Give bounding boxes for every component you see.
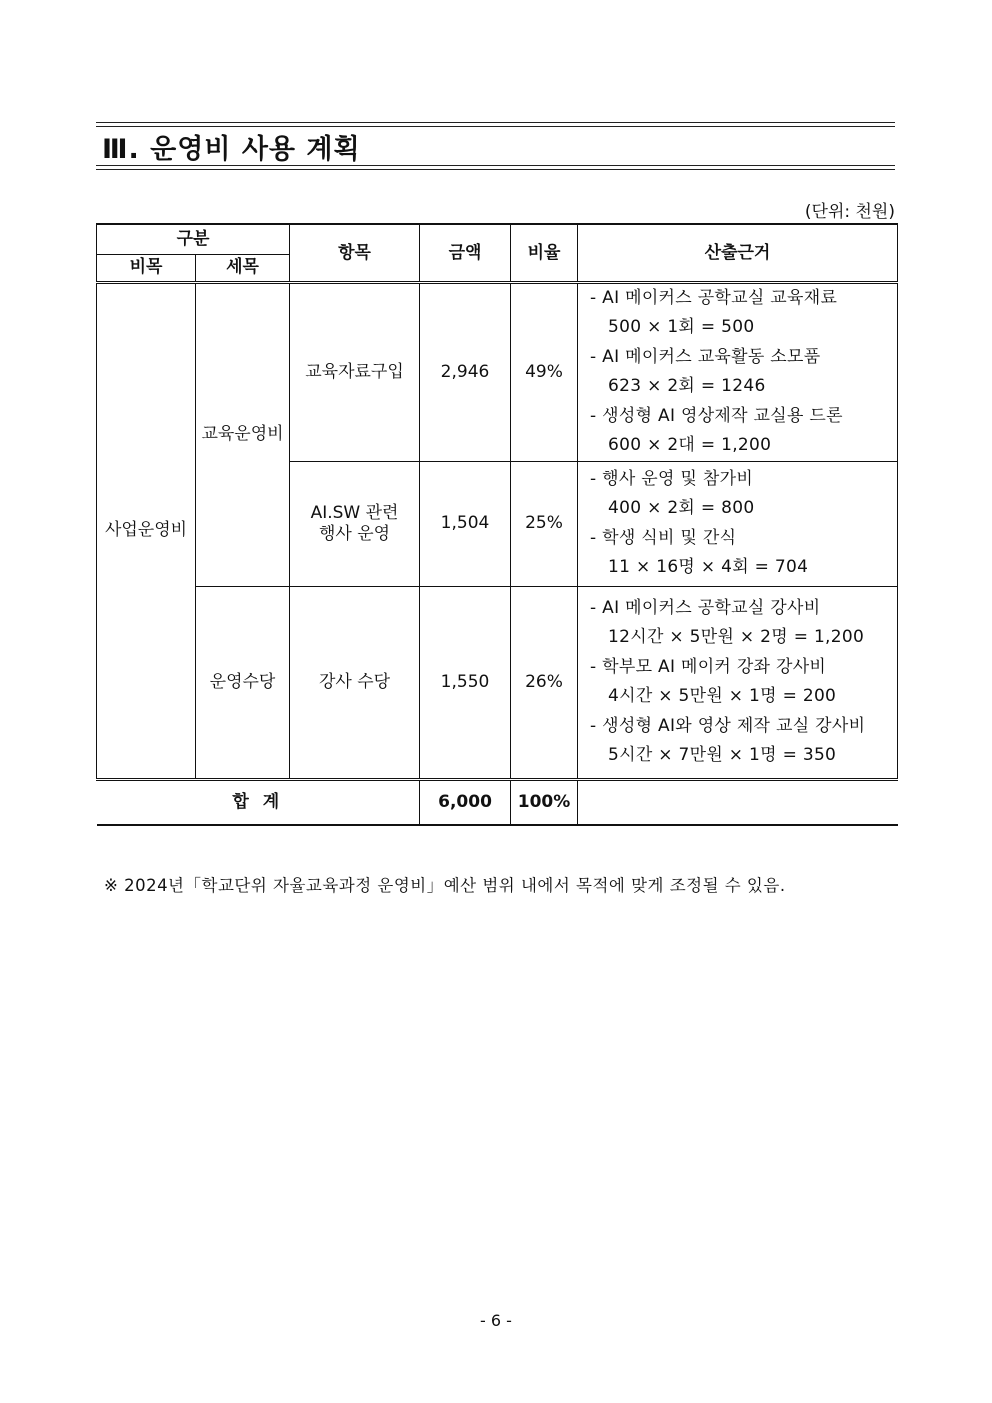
total-amount: 6,000: [420, 779, 511, 825]
footnote: ※ 2024년「학교단위 자율교육과정 운영비」예산 범위 내에서 목적에 맞게 조정될 수 있음.: [104, 876, 786, 895]
budget-table: [96, 223, 898, 826]
basis-cell: [578, 586, 898, 779]
header-amount: 금액: [420, 224, 511, 282]
basis-line: - 생성형 AI와 영상 제작 교실 강사비: [590, 715, 866, 736]
ratio-cell: 25%: [511, 461, 578, 586]
header-ratio: 비율: [511, 224, 578, 282]
unit-label: (단위: 천원): [804, 202, 895, 222]
total-basis: [578, 779, 898, 825]
basis-line: 400 × 2회 = 800: [608, 498, 755, 518]
ratio-cell: 49%: [511, 282, 578, 461]
basis-line: - 학부모 AI 메이커 강좌 강사비: [590, 656, 827, 677]
header-sub-item: 세목: [196, 254, 290, 282]
header-category: 구분: [97, 224, 290, 254]
amount-cell: 2,946: [420, 282, 511, 461]
basis-line: - 학생 식비 및 간식: [590, 527, 737, 548]
basis-line: 500 × 1회 = 500: [608, 317, 755, 337]
total-ratio: 100%: [511, 779, 578, 825]
basis-line: - AI 메이커스 공학교실 강사비: [590, 597, 821, 618]
header-main-item: 비목: [97, 254, 196, 282]
total-row: [97, 779, 898, 825]
basis-line: - 생성형 AI 영상제작 교실용 드론: [590, 405, 843, 426]
ratio-cell: 26%: [511, 586, 578, 779]
section-title: Ⅲ. 운영비 사용 계획: [96, 126, 895, 166]
basis-line: - AI 메이커스 공학교실 교육재료: [590, 287, 838, 308]
header-item: 항목: [290, 224, 420, 282]
basis-line: 12시간 × 5만원 × 2명 = 1,200: [608, 627, 865, 647]
item-cell: 교육자료구입: [290, 282, 420, 461]
header-basis: 산출근거: [578, 224, 898, 282]
main-item-cell: 사업운영비: [97, 282, 196, 779]
table-row: [97, 586, 898, 779]
basis-line: - 행사 운영 및 참가비: [590, 468, 754, 489]
basis-line: 623 × 2회 = 1246: [608, 376, 766, 396]
item-cell: 강사 수당: [290, 586, 420, 779]
total-label: 합 계: [97, 779, 420, 825]
basis-cell: [578, 282, 898, 461]
item-line: 행사 운영: [318, 523, 391, 544]
item-line: AI.SW 관련: [310, 503, 399, 524]
item-cell: [290, 461, 420, 586]
table-row: [97, 282, 898, 461]
basis-line: 5시간 × 7만원 × 1명 = 350: [608, 745, 837, 765]
basis-line: 11 × 16명 × 4회 = 704: [608, 557, 809, 577]
basis-cell: [578, 461, 898, 586]
amount-cell: 1,504: [420, 461, 511, 586]
sub-item-cell: 교육운영비: [196, 282, 290, 586]
sub-item-cell: 운영수당: [196, 586, 290, 779]
amount-cell: 1,550: [420, 586, 511, 779]
basis-line: - AI 메이커스 교육활동 소모품: [590, 346, 821, 367]
basis-line: 4시간 × 5만원 × 1명 = 200: [608, 686, 837, 706]
basis-line: 600 × 2대 = 1,200: [608, 435, 772, 455]
section-title-box: [96, 122, 895, 170]
page-number: - 6 -: [480, 1311, 512, 1330]
